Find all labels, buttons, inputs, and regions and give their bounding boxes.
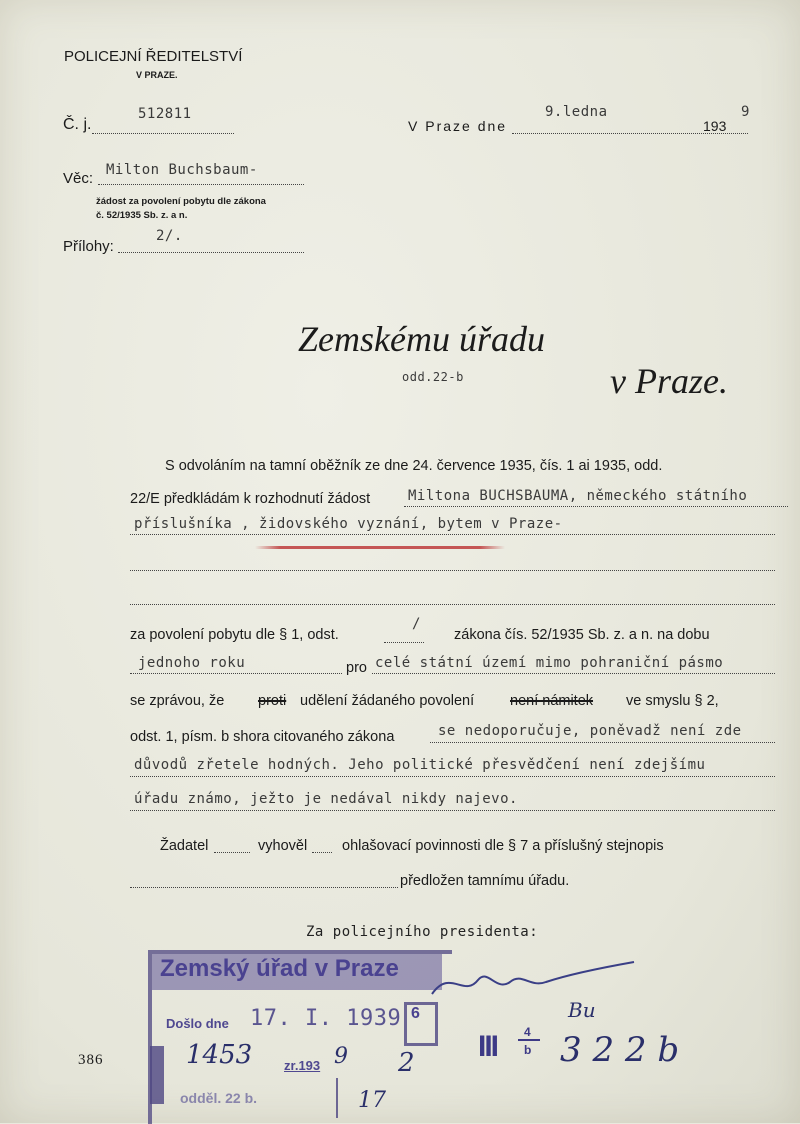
body-line-2-dots: [404, 506, 788, 507]
p8-dots: [130, 887, 398, 888]
p6-dots: [130, 810, 775, 811]
p5-dots: [130, 776, 775, 777]
stamp-dept: odděl. 22 b.: [180, 1090, 258, 1106]
body-p8: předložen tamnímu úřadu.: [400, 873, 570, 889]
subject-desc-1: žádost za povolení pobytu dle zákona: [96, 196, 266, 207]
body-p3-c: ve smyslu § 2,: [626, 693, 719, 709]
blank-line-1: [130, 570, 775, 571]
subject-label: Věc:: [63, 170, 94, 187]
date-day-month: 9.ledna: [545, 104, 608, 120]
subject-value: Milton Buchsbaum-: [106, 162, 258, 178]
ref-label: Č. j.: [63, 116, 92, 133]
stamp-box: [404, 1002, 438, 1046]
body-p2-prefix: za povolení pobytu dle § 1, odst.: [130, 627, 339, 643]
p7-dots-1: [214, 852, 250, 853]
scope-typed: celé státní území mimo pohraniční pásmo: [375, 655, 724, 671]
body-line-2-prefix: 22/E předkládám k rozhodnutí žádost: [130, 491, 371, 507]
office-city: V PRAZE.: [136, 70, 178, 80]
applicant-typed: Miltona BUCHSBAUMA, německého státního: [408, 488, 748, 504]
body-p7-c: ohlašovací povinnosti dle § 7 a příslušný stejnopis: [342, 838, 664, 854]
stamp-zr-label: zr.193: [284, 1058, 321, 1073]
attachments-value: 2/.: [156, 228, 183, 244]
red-pencil-underline: [255, 546, 505, 549]
body-p2-suffix: zákona čís. 52/1935 Sb. z. a n. na dobu: [454, 627, 710, 643]
struck-phrase: není námitek: [510, 693, 594, 709]
fraction-bar: [518, 1039, 540, 1041]
stamp-number: 1453: [186, 1040, 253, 1070]
year-prefix: 193: [703, 118, 727, 134]
odst-value: /: [412, 616, 421, 632]
stamp-zr-year: 9: [334, 1044, 348, 1069]
attachments-line: [118, 252, 304, 253]
ref-line: [92, 133, 234, 134]
stamp-received-label: Došlo dne: [166, 1016, 229, 1031]
body-line-1: S odvoláním na tamní oběžník ze dne 24. července 1935, čís. 1 ai 1935, odd.: [165, 458, 663, 474]
body-p7-a: Žadatel: [160, 838, 209, 854]
body-p4-prefix: odst. 1, písm. b shora citovaného zákona: [130, 729, 395, 745]
body-p3-a: se zprávou, že: [130, 693, 225, 709]
signature-line: Za policejního presidenta:: [306, 924, 539, 940]
office-name: POLICEJNÍ ŘEDITELSTVÍ: [64, 48, 243, 65]
place-date-label: V Praze dne: [408, 118, 508, 134]
applicant-details-typed: příslušníka , židovského vyznání, bytem v Praze-: [134, 516, 563, 532]
fraction-bottom: b: [524, 1043, 532, 1057]
body-p3-b: udělení žádaného povolení: [300, 693, 475, 709]
body-p7-b: vyhověl: [258, 838, 308, 854]
body-line-3-dots: [130, 534, 775, 535]
ref-number: 512811: [138, 106, 192, 122]
subject-line: [98, 184, 304, 185]
recommendation-typed: se nedoporučuje, poněvadž není zde: [438, 723, 742, 739]
stamp-box-number: 6: [411, 1005, 420, 1022]
page-number: 386: [78, 1052, 104, 1068]
year-suffix: 9: [741, 104, 750, 120]
p4-dots: [430, 742, 775, 743]
addressee-line2: v Praze.: [610, 361, 728, 401]
reason-typed-1: důvodů zřetele hodných. Jeho politické přesvědčení není zdejšímu: [134, 757, 706, 773]
p7-dots-2: [312, 852, 332, 853]
handwritten-ref: 3 2 2 b: [560, 1030, 680, 1070]
stamp-divider: [336, 1078, 338, 1118]
subject-desc-2: č. 52/1935 Sb. z. a n.: [96, 210, 188, 221]
scope-dots: [372, 673, 775, 674]
addressee-line1: Zemskému úřadu: [298, 319, 545, 359]
stamp-sub-number: 17: [358, 1088, 386, 1113]
odst-dots: [384, 642, 424, 643]
attachments-label: Přílohy:: [63, 238, 114, 255]
duration-typed: jednoho roku: [138, 655, 246, 671]
struck-word-proti: proti: [258, 693, 287, 709]
addressee-department: odd.22-b: [402, 370, 464, 384]
stamp-attachment-count: 2: [398, 1048, 415, 1078]
roman-numeral: III: [478, 1030, 498, 1063]
reason-typed-2: úřadu známo, ježto je nedával nikdy najevo.: [134, 791, 518, 807]
handwritten-initials: Bu: [568, 998, 596, 1022]
duration-dots: [130, 673, 342, 674]
pro-label: pro: [346, 660, 367, 676]
fraction-top: 4: [524, 1025, 531, 1039]
stamp-title: Zemský úřad v Praze: [160, 955, 399, 982]
blank-line-2: [130, 604, 775, 605]
stamp-received-date: 17. I. 1939: [250, 1006, 402, 1031]
stamp-bracket: [150, 1046, 164, 1104]
handwritten-signature: [430, 958, 640, 1008]
